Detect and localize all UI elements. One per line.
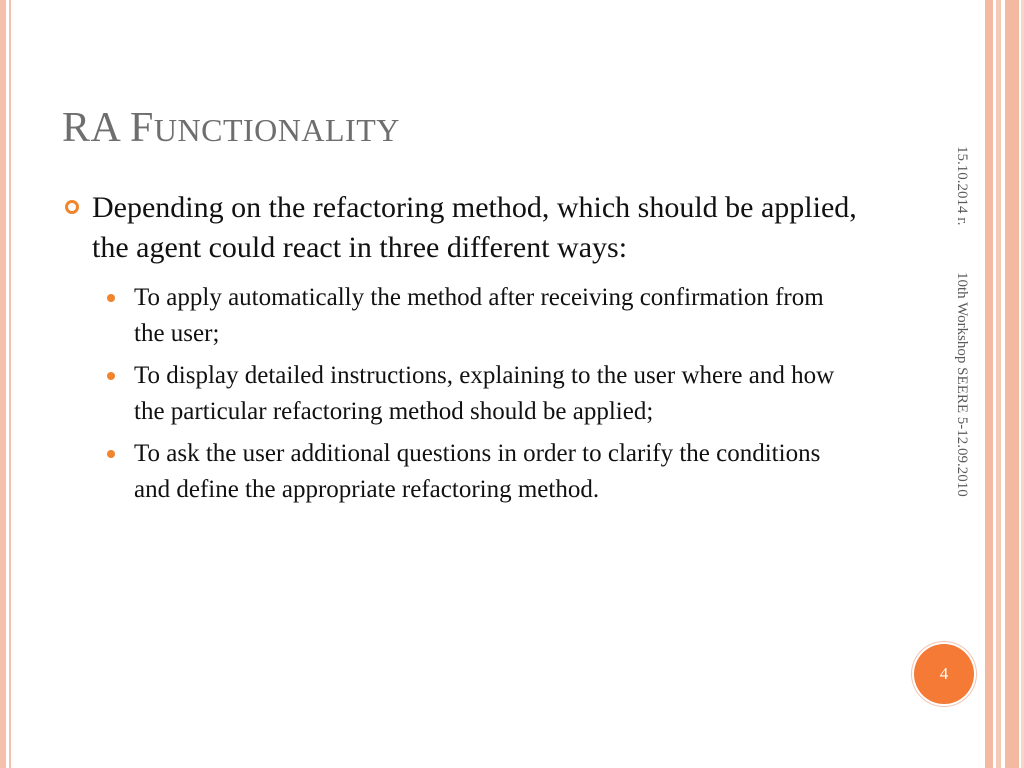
ring-bullet-icon: [65, 200, 79, 214]
title-word-2-initial: F: [130, 105, 154, 151]
dot-bullet-icon: [107, 372, 115, 380]
main-bullet-text: Depending on the refactoring method, which should be applied, the agent could react in three different ways:: [92, 191, 857, 264]
title-word-2-rest: UNCTIONALITY: [153, 112, 400, 148]
slide-content: [62, 188, 882, 514]
sub-bullet-text: To apply automatically the method after receiving confirmation from the user;: [134, 284, 824, 347]
dot-bullet-icon: [107, 450, 115, 458]
slide-footer: 10th Workshop SEERE 5-12.09.2010: [954, 272, 970, 497]
slide-title: [62, 104, 400, 152]
right-stripe-decoration-2: [996, 0, 1001, 768]
sub-bullet: [134, 358, 854, 430]
dot-bullet-icon: [107, 294, 115, 302]
sub-bullet-list: [62, 280, 882, 508]
left-thin-stripe-decoration: [9, 0, 11, 768]
sub-bullet: [134, 280, 854, 352]
page-number-badge: [914, 644, 974, 704]
main-bullet: [62, 188, 882, 268]
sub-bullet: [134, 436, 854, 508]
page-number: 4: [939, 664, 949, 683]
right-stripe-decoration: [985, 0, 993, 768]
sub-bullet-text: To display detailed instructions, explaining to the user where and how the particular refactoring method should be applied;: [134, 362, 835, 425]
left-stripe-decoration: [0, 0, 6, 768]
right-stripe-decoration-3: [1005, 0, 1019, 768]
slide-date: 15.10.2014 г.: [954, 146, 970, 226]
sub-bullet-text: To ask the user additional questions in order to clarify the conditions and define the appropriate refactoring method.: [134, 440, 821, 503]
title-word-1: RA: [62, 105, 120, 151]
